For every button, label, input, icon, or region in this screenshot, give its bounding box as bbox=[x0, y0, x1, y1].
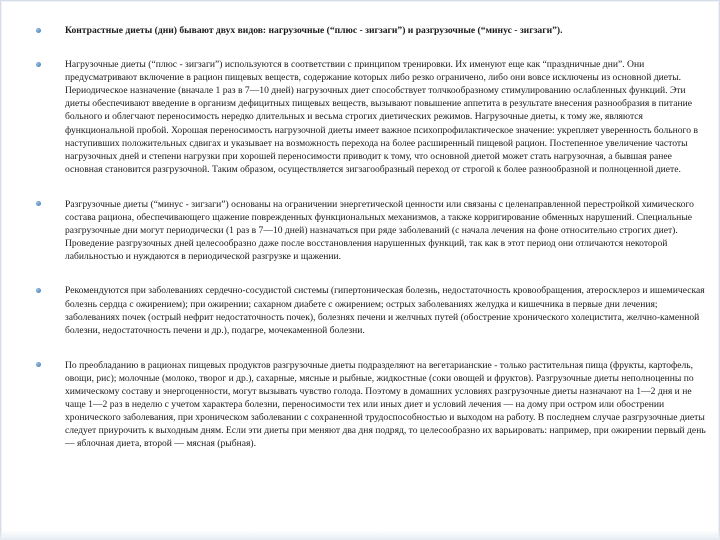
bullet-item-diet-types bbox=[36, 359, 706, 451]
bullet-text: По преобладанию в рационах пищевых продуктов разгрузочные диеты подразделяют на вегетарианские - только растительная пища (фрукты, картофель, овощи, рис); молочные (молоко, творог и др.), сахарные, мясные и рыбные, жидкостные (соки овощей и фруктов). Разгрузочные диеты неполноценны по химическому составу и энергоценности, могут вызывать чувство голода. Поэтому в домашних условиях разгрузочные диеты назначают на 1—2 дня и не чаще 1—2 раз в неделю с учетом характера болезни, переносимости тех или иных диет и условий лечения — на дому при остром или обострении хронического заболевания, при хроническом заболевании с сохраненной трудоспособностью и выходом на работу. В последнем случае разгрузочные диеты следует приурочить к выходным дням. Если эти диеты при меняют два дня подряд, то целесообразно их варьировать: например, при ожирении первый день — яблочная диета, второй — мясная (рыбная). bbox=[65, 359, 706, 450]
bullet-item-unloading-diets bbox=[36, 198, 706, 263]
bullet-text: Контрастные диеты (дни) бывают двух видов: нагрузочные (“плюс - зигзаги”) и разгрузочные (“минус - зигзаги”). bbox=[65, 25, 563, 36]
bullet-item-recommendations bbox=[36, 284, 706, 336]
bullet-text: Нагрузочные диеты (“плюс - зигзаги”) используются в соответствии с принципом тренировки. Их именуют еще как “праздничные дни”. Они предусматривают включение в рацион пищевых веществ, содержание которых либо резко ограничено, либо они вовсе исключены из основной диеты. Периодическое назначение (вначале 1 раз в 7—10 дней) нагрузочных диет способствует толчкообразному стимулированию ослабленных функций. Эти диеты обеспечивают введение в организм дефицитных пищевых веществ, вызывают повышение аппетита в результате внесения разнообразия в питание больного и облегчают переносимость нередко длительных и весьма строгих диетических режимов. Нагрузочные диеты, к тому же, являются функциональной пробой. Хорошая переносимость нагрузочной диеты имеет важное психопрофилактическое значение: укрепляет уверенность больного в наступивших положительных сдвигах и указывает на возможность перехода на более расширенный пищевой рацион. Постепенное увеличение частоты нагрузочных дней и степени нагрузки при хорошей переносимости приводит к тому, что основной диетой может стать нагрузочная, а бывшая ранее основная становится разгрузочной. Таким образом, осуществляется зигзагообразный переход от строгой к более разнообразной и полноценной диете. bbox=[65, 59, 698, 175]
bullet-text: Разгрузочные диеты (“минус - зигзаги”) основаны на ограничении энергетической ценности или связаны с целенаправленной перестройкой химического состава рациона, обеспечивающего щажение поврежденных функциональных механизмов, а также корригирование обменных нарушений. Специальные разгрузочные дни могут периодически (1 раз в 7—10 дней) назначаться при ряде заболеваний (с начала лечения на фоне относительно строгих диет). Проведение разгрузочных дней целесообразно даже после восстановления нарушенных функций, так как в этот период они отличаются некоторой лабильностью и нуждаются в периодической разгрузке и щажении. bbox=[65, 198, 694, 263]
circle-bullet-icon bbox=[36, 62, 41, 67]
slide-content bbox=[36, 24, 706, 450]
slide-bottom-shadow bbox=[0, 530, 720, 540]
bullet-item-contrast-diets bbox=[36, 24, 706, 37]
circle-bullet-icon bbox=[36, 362, 41, 367]
circle-bullet-icon bbox=[36, 288, 41, 293]
bullet-text: Рекомендуются при заболеваниях сердечно-сосудистой системы (гипертоническая болезнь, недостаточность кровообращения, атеросклероз и ишемическая болезнь сердца с ожирением); при ожирении; сахарном диабете с ожирением; острых заболеваниях желудка и кишечника в первые дни лечения; заболеваниях почек (острый нефрит недостаточность почек), болезнях печени и желчных путей (обострение хронического холецистита, желчно-каменной болезни, недостаточность печени и др.), подагре, мочекаменной болезни. bbox=[65, 285, 705, 336]
circle-bullet-icon bbox=[36, 28, 41, 33]
circle-bullet-icon bbox=[36, 201, 41, 206]
bullet-item-loading-diets bbox=[36, 58, 706, 176]
